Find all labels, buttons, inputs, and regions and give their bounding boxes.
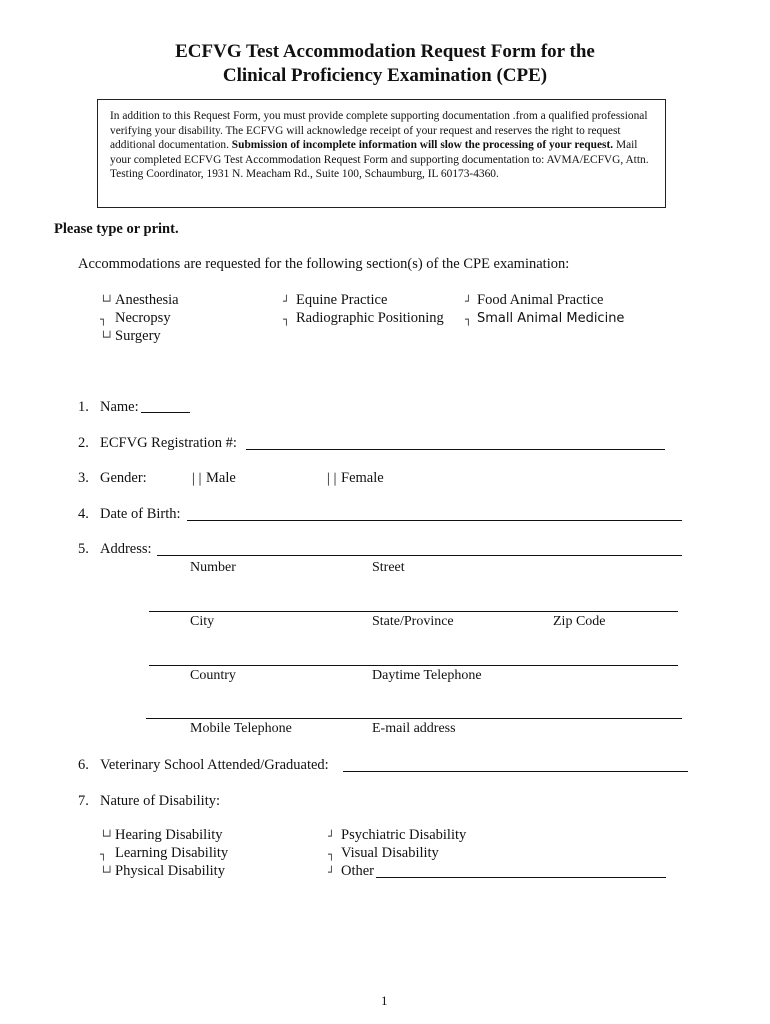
- learning-checkbox[interactable]: ┐: [100, 848, 107, 861]
- instructions-notice-box: [97, 99, 666, 208]
- hearing-checkbox[interactable]: └┘: [100, 830, 114, 843]
- accommodations-intro: Accommodations are requested for the following section(s) of the CPE examination:: [78, 256, 570, 272]
- dob-label: Date of Birth:: [100, 506, 181, 522]
- form-title-line-2: Clinical Proficiency Examination (CPE): [222, 65, 548, 86]
- section-necropsy-label: Necropsy: [115, 310, 171, 326]
- other-disability-label: Other: [341, 863, 375, 879]
- mobile-telephone-caption: Mobile Telephone: [190, 721, 292, 736]
- address-line-4-field[interactable]: [146, 718, 682, 719]
- address-line-2-field[interactable]: [149, 611, 678, 612]
- q4-number: 4.: [78, 506, 89, 522]
- food-animal-checkbox[interactable]: ┘: [465, 295, 472, 308]
- female-checkbox[interactable]: ││: [325, 473, 339, 486]
- psychiatric-checkbox[interactable]: ┘: [328, 830, 335, 843]
- number-caption: Number: [190, 560, 236, 575]
- country-caption: Country: [190, 668, 236, 683]
- surgery-checkbox[interactable]: └┘: [100, 331, 114, 344]
- vet-school-label: Veterinary School Attended/Graduated:: [100, 757, 329, 773]
- q3-number: 3.: [78, 470, 89, 486]
- email-caption: E-mail address: [372, 721, 456, 736]
- small-animal-checkbox[interactable]: ┐: [465, 313, 472, 326]
- address-line-1-field[interactable]: [157, 555, 682, 556]
- physical-checkbox[interactable]: └┘: [100, 866, 114, 879]
- address-line-3-field[interactable]: [149, 665, 678, 666]
- notice-text-plain-1: In addition to this Request Form, you must provide complete supporting documentation .from a qualified professional verifying your disability. The ECFVG will acknowledge receipt of your request and reserves the right to request additional documentation.: [110, 110, 648, 152]
- visual-checkbox[interactable]: ┐: [328, 848, 335, 861]
- anesthesia-checkbox[interactable]: └┘: [100, 295, 114, 308]
- learning-disability-label: Learning Disability: [115, 845, 229, 861]
- notice-text-plain-2: Mail your completed ECFVG Test Accommodation Request Form and supporting documentation to: AVMA/ECFVG, Attn. Testing Coordinator, 1931 N. Meacham Rd., Suite 100, Schaumburg, IL 60173-4360.: [110, 139, 649, 181]
- notice-text-bold: Submission of incomplete information will slow the processing of your request.: [231, 139, 614, 152]
- male-label: Male: [206, 470, 236, 486]
- q5-number: 5.: [78, 541, 89, 557]
- zip-caption: Zip Code: [553, 614, 606, 629]
- necropsy-checkbox[interactable]: ┐: [100, 313, 107, 326]
- male-checkbox[interactable]: ││: [190, 473, 204, 486]
- q7-number: 7.: [78, 793, 89, 809]
- q6-number: 6.: [78, 757, 89, 773]
- q2-number: 2.: [78, 435, 89, 451]
- section-equine-label: Equine Practice: [296, 292, 388, 308]
- page-number: 1: [381, 993, 388, 1008]
- section-food-animal-label: Food Animal Practice: [477, 292, 604, 308]
- vet-school-field[interactable]: [343, 771, 688, 772]
- psychiatric-disability-label: Psychiatric Disability: [341, 827, 467, 843]
- street-caption: Street: [372, 560, 405, 575]
- female-label: Female: [341, 470, 384, 486]
- section-small-animal-label: Small Animal Medicine: [477, 311, 625, 326]
- section-anesthesia-label: Anesthesia: [115, 292, 179, 308]
- equine-checkbox[interactable]: ┘: [283, 295, 290, 308]
- notice-text: [110, 109, 655, 182]
- state-caption: State/Province: [372, 614, 454, 629]
- radiographic-checkbox[interactable]: ┐: [283, 313, 290, 326]
- other-disability-field[interactable]: [376, 877, 666, 878]
- section-radiographic-label: Radiographic Positioning: [296, 310, 444, 326]
- name-label: Name:: [100, 399, 139, 415]
- section-surgery-label: Surgery: [115, 328, 161, 344]
- disability-label: Nature of Disability:: [100, 793, 221, 809]
- registration-label: ECFVG Registration #:: [100, 435, 237, 451]
- city-caption: City: [190, 614, 215, 629]
- dob-field[interactable]: [187, 520, 682, 521]
- hearing-disability-label: Hearing Disability: [115, 827, 223, 843]
- registration-field[interactable]: [246, 449, 665, 450]
- address-label: Address:: [100, 541, 152, 557]
- name-field[interactable]: [141, 412, 190, 413]
- daytime-telephone-caption: Daytime Telephone: [372, 668, 482, 683]
- please-type-or-print: Please type or print.: [54, 221, 179, 237]
- physical-disability-label: Physical Disability: [115, 863, 225, 879]
- other-checkbox[interactable]: ┘: [328, 866, 335, 879]
- visual-disability-label: Visual Disability: [341, 845, 439, 861]
- gender-label: Gender:: [100, 470, 147, 486]
- q1-number: 1.: [78, 399, 89, 415]
- form-title-line-1: ECFVG Test Accommodation Request Form for the: [175, 41, 595, 62]
